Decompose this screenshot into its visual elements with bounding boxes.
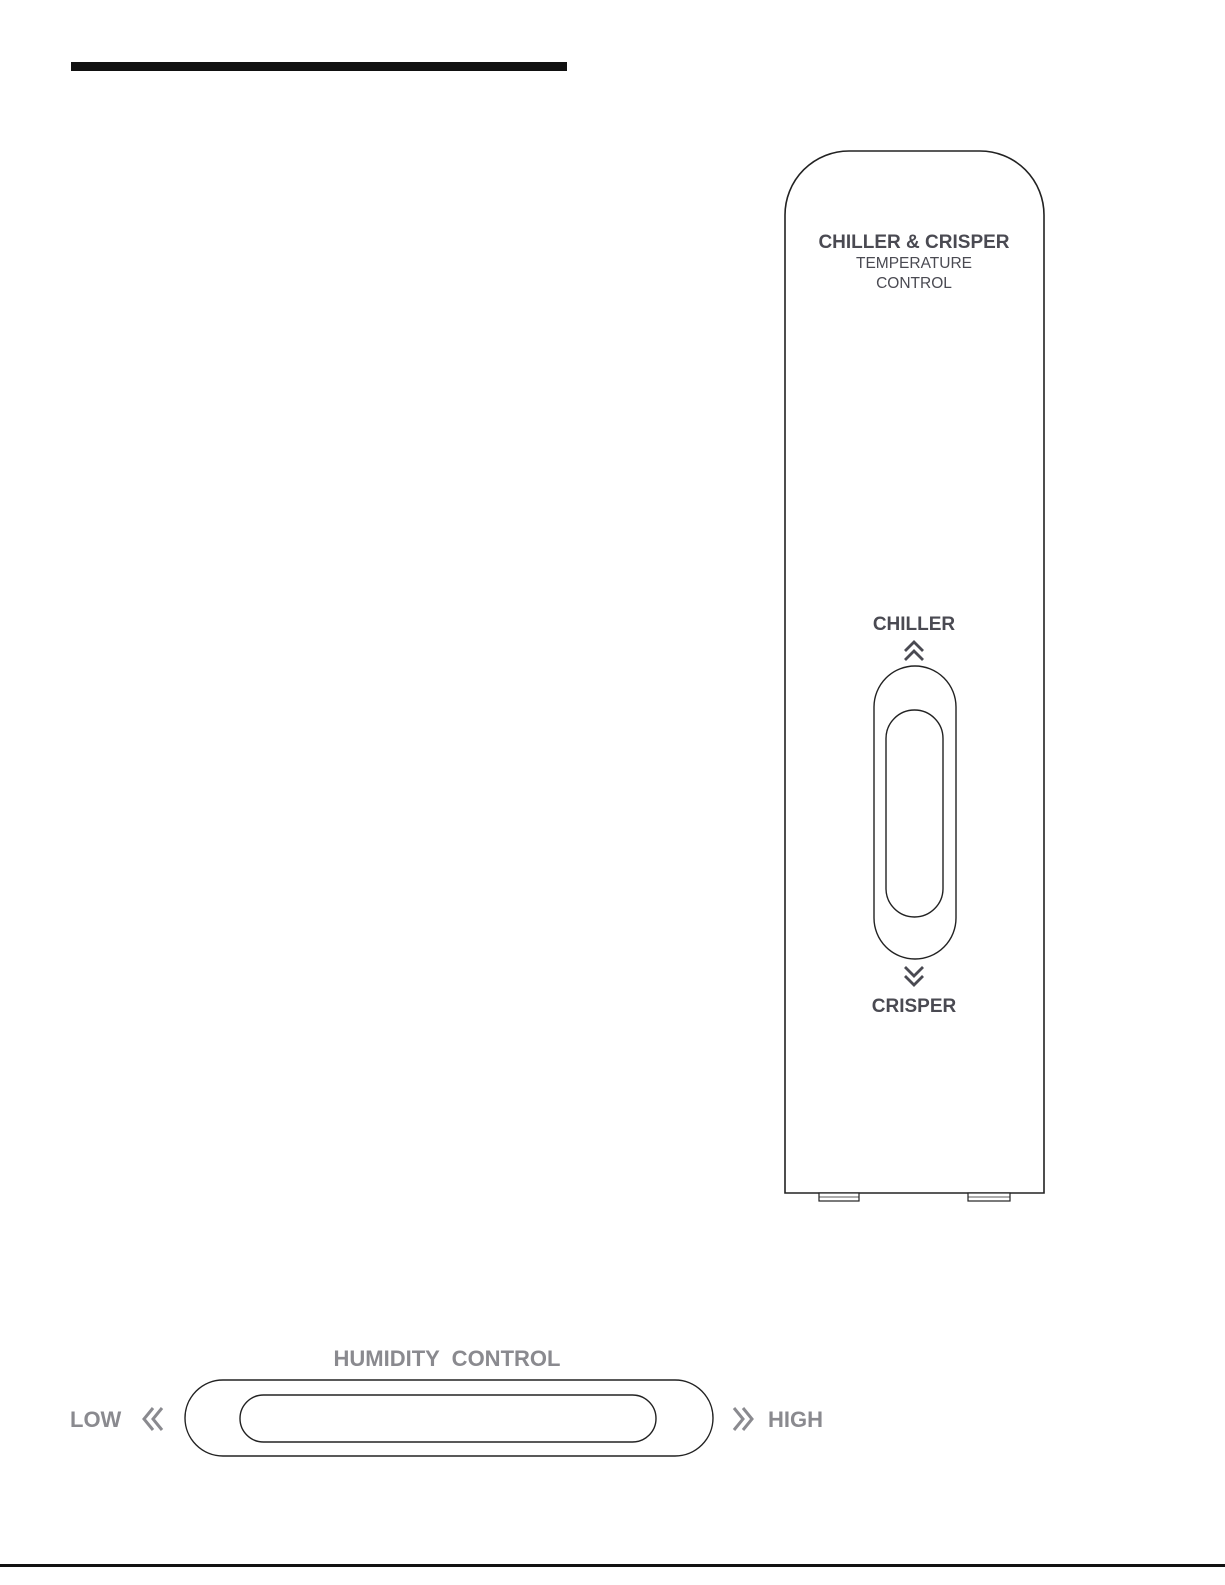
- chevron-left-double-icon: [144, 1408, 162, 1430]
- temperature-slider-knob[interactable]: [886, 710, 943, 917]
- humidity-title: HUMIDITY CONTROL: [333, 1346, 561, 1371]
- temperature-subtitle-line1: TEMPERATURE: [856, 255, 972, 272]
- temperature-control-panel: [785, 151, 1044, 1201]
- humidity-control: [70, 1346, 823, 1456]
- humidity-low-label: LOW: [70, 1407, 122, 1432]
- chiller-label: CHILLER: [872, 614, 956, 635]
- humidity-high-label: HIGH: [768, 1407, 823, 1432]
- humidity-slider-knob[interactable]: [240, 1395, 656, 1442]
- temperature-title: CHILLER & CRISPER: [818, 232, 1010, 253]
- chevron-right-double-icon: [734, 1408, 752, 1430]
- crisper-label: CRISPER: [871, 996, 957, 1017]
- temperature-subtitle-line2: CONTROL: [876, 275, 952, 292]
